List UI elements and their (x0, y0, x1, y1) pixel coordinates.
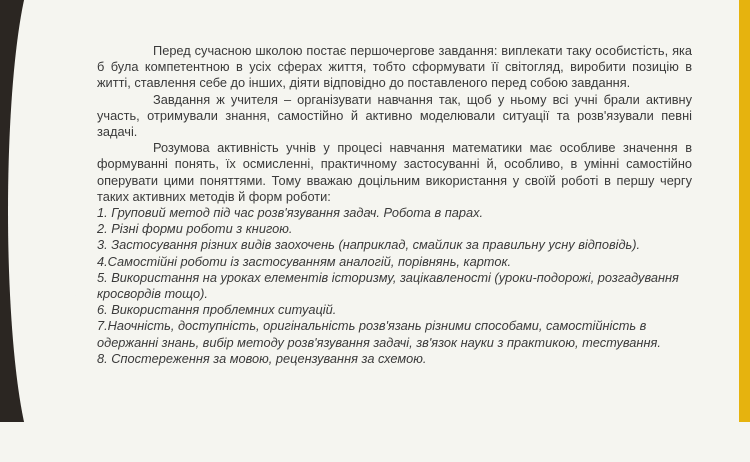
right-accent-stripe (739, 0, 750, 422)
list-item: 4.Самостійні роботи із застосуванням аналогій, порівнянь, карток. (97, 253, 512, 269)
list-item: 2. Різні форми роботи з книгою. (97, 221, 293, 237)
methods-list (97, 205, 692, 367)
list-item: 7.Наочність, доступність, оригінальність розв'язань різними способами, самостійність в одержанні знань, вибір методу розв'язування задачі, зв'язок науки з практикою, тестування. (97, 318, 661, 350)
paragraph-intro: Перед сучасною школою постає першочергове завдання: виплекати таку особистість, яка б була компетентною в усіх сферах життя, тобто сформувати її світогляд, виробити позицію в житті, ставлення себе до інших, діяти відповідно до поставленого перед собою завдання. (97, 43, 692, 91)
slide-body (97, 43, 692, 367)
paragraph-mental-activity: Розумова активність учнів у процесі навчання математики має особливе значення в формуванні понять, їх осмисленні, практичному застосуванні й, особливо, в умінні самостійно оперувати цими поняттями. Тому вважаю доцільним використання у своїй роботі в першу чергу таких активних методів й форм роботи: (97, 140, 692, 204)
list-item: 5. Використання на уроках елементів історизму, зацікавленості (уроки-подорожі, розгадування кросвордів тощо). (97, 269, 679, 302)
paragraph-teacher-task: Завдання ж учителя – організувати навчання так, щоб у ньому всі учні брали активну участь, отримували знання, самостійно й активно моделювали ситуації та розв'язували певні задачі. (97, 91, 692, 140)
list-item: 8. Спостереження за мовою, рецензування за схемою. (97, 350, 427, 366)
list-item: 1. Груповий метод під час розв'язування задач. Робота в парах. (97, 205, 484, 221)
list-item: 6. Використання проблемних ситуацій. (97, 302, 337, 318)
list-item: 3. Застосування різних видів заохочень (наприклад, смайлик за правильну усну відповідь). (97, 237, 641, 253)
left-decorative-curve (8, 0, 78, 462)
